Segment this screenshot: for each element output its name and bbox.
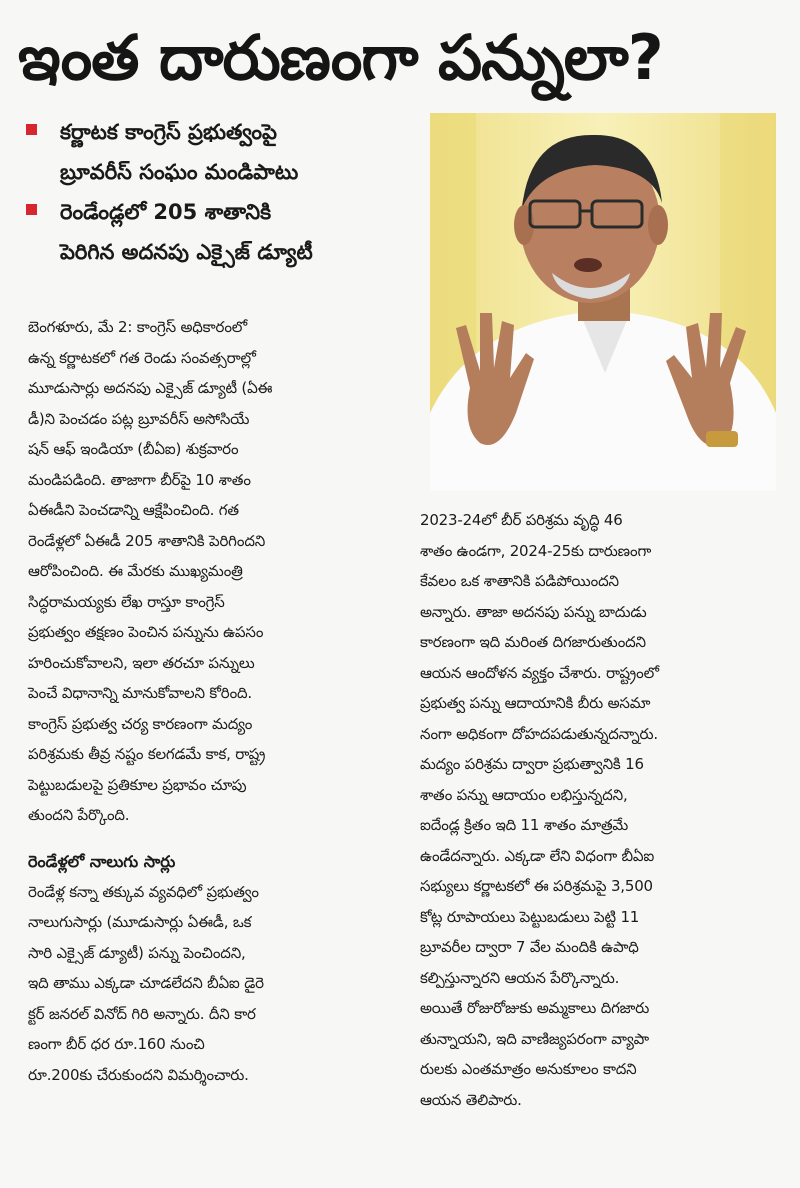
headline: ఇంత దారుణంగా పన్నులా? [18,21,663,94]
text-line: మద్యం పరిశ్రమ ద్వారా ప్రభుత్వానికి 16 [420,755,644,773]
text-line: సిద్ధరామయ్యకు లేఖ రాస్తూ కాంగ్రెస్ [28,592,225,611]
text-line: నంగా అధికంగా దోహదపడుతున్నదన్నారు. [420,724,658,743]
text-line: సభ్యులు కర్ణాటకలో ఈ పరిశ్రమపై 3,500 [420,877,653,895]
bullet-item [20,192,415,272]
text-line: పరిశ్రమకు తీవ్ర నష్టం కలగడమే కాక, రాష్ట్ర [28,745,266,763]
text-line: షన్ ఆఫ్ ఇండియా (బీఏఐ) శుక్రవారం [28,440,239,458]
bullet-item [20,112,415,192]
bullet-line: కర్ణాటక కాంగ్రెస్ ప్రభుత్వంపై [60,120,277,144]
text-line: ఉండేదన్నారు. ఎక్కడా లేని విధంగా బీఏఐ [420,846,655,865]
text-line: నాలుగుసార్లు (మూడుసార్లు ఏఈడీ, ఒక [28,913,252,931]
red-square-bullet-icon [26,124,37,135]
text-line: ణంగా బీర్ ధర రూ.160 నుంచి [28,1035,205,1053]
text-line: ఆయన ఆందోళన వ్యక్తం చేశారు. రాష్ట్రంలో [420,663,659,682]
text-line: రులకు ఎంతమాత్రం అనుకూలం కాదని [420,1060,637,1078]
bullet-line: బ్రూవరీస్ సంఘం మండిపాటు [60,160,299,184]
text-line: డీ)ని పెంచడం పట్ల బ్రూవరీస్ అసోసియే [28,409,250,428]
article-body-right-column [420,505,780,1115]
text-line: రూ.200కు చేరుకుందని విమర్శించారు. [28,1065,249,1084]
text-line: హరించుకోవాలని, ఇలా తరచూ పన్నులు [28,653,255,672]
text-line: క్టర్ జనరల్ వినోద్ గిరి అన్నారు. దీని కార [28,1004,256,1023]
section-subheading [28,847,408,877]
text-line: ఆరోపించింది. ఈ మేరకు ముఖ్యమంత్రి [28,562,243,580]
text-line: ఉన్న కర్ణాటకలో గత రెండు సంవత్సరాల్లో [28,348,256,367]
text-line: కాంగ్రెస్ ప్రభుత్వ చర్య కారణంగా మద్యం [28,714,253,733]
subheading-text: రెండేళ్లలో నాలుగు సార్లు [28,851,176,871]
text-line: అయితే రోజురోజుకు అమ్మకాలు దిగజారు [420,999,650,1017]
text-line: సారి ఎక్సైజ్ డ్యూటీ) పన్ను పెంచిందని, [28,943,246,962]
red-square-bullet-icon [26,204,37,215]
text-line: కల్పిస్తున్నారని ఆయన పేర్కొన్నారు. [420,968,620,987]
text-line: బ్రూవరీల ద్వారా 7 వేల మందికి ఉపాధి [420,938,639,956]
highlight-bullets [20,112,415,272]
text-line: బెంగళూరు, మే 2: కాంగ్రెస్ అధికారంలో [28,318,247,336]
text-line: రెండేళ్ల కన్నా తక్కువ వ్యవధిలో ప్రభుత్వం [28,882,259,901]
text-line: శాతం ఉండగా, 2024-25కు దారుణంగా [420,541,652,560]
bullet-line: రెండేండ్లలో 205 శాతానికి [60,200,272,224]
text-line: పెంచే విధానాన్ని మానుకోవాలని కోరింది. [28,684,252,702]
text-line: మూడుసార్లు అదనపు ఎక్సైజ్ డ్యూటీ (ఏఈ [28,379,273,397]
article-paragraph [28,709,408,831]
text-line: ప్రభుత్వ పన్ను ఆదాయానికి బీరు అసమా [420,694,651,712]
text-line: శాతం పన్ను ఆదాయం లభిస్తున్నదని, [420,785,628,804]
text-line: ఏఈడీని పెంచడాన్ని ఆక్షేపించింది. గత [28,501,239,519]
text-line: 2023-24లో బీర్ పరిశ్రమ వృద్ధి 46 [420,511,623,529]
text-line: అన్నారు. తాజా అదనపు పన్ను బాదుడు [420,602,647,621]
text-line: పెట్టుబడులపై ప్రతికూల ప్రభావం చూపు [28,775,247,794]
article-body-left-column [28,312,408,1090]
text-line: ఆయన తెలిపారు. [420,1090,522,1109]
article-paragraph [28,312,408,709]
text-line: ఇది తాము ఎక్కడా చూడలేదని బీఏఐ డైరె [28,974,264,992]
text-line: రెండేళ్లలో ఏఈడీ 205 శాతానికి పెరిగిందని [28,531,266,550]
text-line: కోట్ల రూపాయలు పెట్టుబడులు పెట్టి 11 [420,907,640,926]
text-line: కేవలం ఒక శాతానికి పడిపోయిందని [420,572,619,590]
text-line: మండిపడింది. తాజాగా బీర్‌పై 10 శాతం [28,470,251,489]
text-line: ఐదేండ్ల క్రితం ఇది 11 శాతం మాత్రమే [420,816,629,834]
article-paragraph [28,877,408,1091]
text-line: తున్నాయని, ఇది వాణిజ్యపరంగా వ్యాపా [420,1029,649,1048]
text-line: తుందని పేర్కొంది. [28,806,130,824]
article-paragraph [420,505,780,1115]
text-line: ప్రభుత్వం తక్షణం పెంచిన పన్నును ఉపసం [28,623,264,641]
politician-photo [430,113,776,491]
bullet-line: పెరిగిన అదనపు ఎక్సైజ్ డ్యూటీ [60,240,313,264]
text-line: కారణంగా ఇది మరింత దిగజారుతుందని [420,633,646,651]
